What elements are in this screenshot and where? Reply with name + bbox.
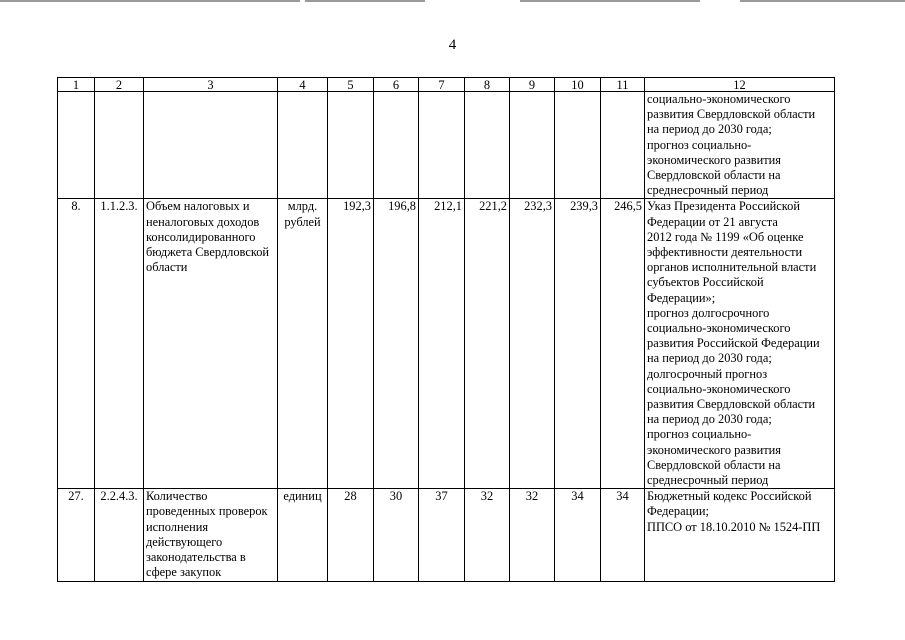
value-cell: 37 xyxy=(435,489,448,504)
value-cell: 232,3 xyxy=(524,199,552,214)
table-row xyxy=(58,489,835,581)
page-number: 4 xyxy=(448,37,457,53)
column-header: 12 xyxy=(645,78,835,92)
value-cell: 239,3 xyxy=(570,199,598,214)
indicator-code: 2.2.4.3. xyxy=(100,489,138,504)
indicator-name: Количество проведенных проверок исполнения действующего законодательства в сфере закупок xyxy=(146,489,268,580)
sources-cell: социально-экономического развития Свердловской области на период до 2030 года; прогноз социально- экономического развития Свердловской области на среднесрочный период xyxy=(647,92,816,198)
indicators-table xyxy=(57,77,835,582)
scan-top-edge xyxy=(0,0,905,3)
sources-cell: Указ Президента Российской Федерации от 21 августа 2012 года № 1199 «Об оценке эффективности деятельности органов исполнительной власти субъектов Российской Федерации»; прогноз долгосрочного социально-экономического развития Российской Федерации на период до 2030 года; долгосрочный прогноз социально-экономического развития Свердловской области на период до 2030 года; прогноз социально- экономического развития Свердловской области на среднесрочный период xyxy=(647,199,820,488)
value-cell: 32 xyxy=(525,489,539,504)
value-cell: 34 xyxy=(616,489,629,504)
value-cell: 32 xyxy=(480,489,494,504)
column-header: 4 xyxy=(278,78,328,92)
column-header: 1 xyxy=(58,78,95,92)
column-header: 3 xyxy=(144,78,278,92)
value-cell: 221,2 xyxy=(479,199,507,214)
indicator-code: 1.1.2.3. xyxy=(100,199,138,214)
table-row xyxy=(58,199,835,489)
column-header: 5 xyxy=(328,78,374,92)
column-header: 8 xyxy=(465,78,510,92)
row-number: 27. xyxy=(68,489,84,504)
column-header: 9 xyxy=(510,78,555,92)
value-cell: 30 xyxy=(389,489,403,504)
table-row-continuation xyxy=(58,92,835,199)
unit-cell: млрд. рублей xyxy=(284,199,321,229)
sources-cell: Бюджетный кодекс Российской Федерации; ППСО от 18.10.2010 № 1524-ПП xyxy=(647,489,821,534)
value-cell: 196,8 xyxy=(388,199,416,214)
value-cell: 192,3 xyxy=(343,199,371,214)
column-number-row xyxy=(58,78,835,92)
row-number: 8. xyxy=(71,199,81,214)
indicator-name: Объем налоговых и неналоговых доходов консолидированного бюджета Свердловской области xyxy=(146,199,270,275)
column-header: 2 xyxy=(95,78,144,92)
value-cell: 246,5 xyxy=(614,199,642,214)
column-header: 6 xyxy=(374,78,419,92)
unit-cell: единиц xyxy=(283,489,322,504)
column-header: 10 xyxy=(555,78,601,92)
column-header: 7 xyxy=(419,78,465,92)
value-cell: 212,1 xyxy=(434,199,462,214)
column-header: 11 xyxy=(601,78,645,92)
value-cell: 28 xyxy=(344,489,357,504)
value-cell: 34 xyxy=(571,489,584,504)
